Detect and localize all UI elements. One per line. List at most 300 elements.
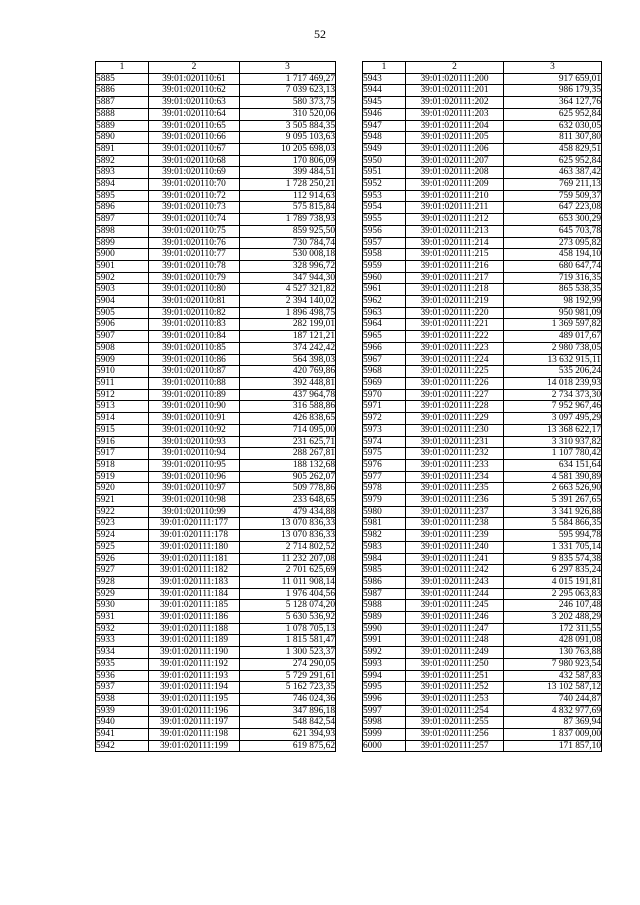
- cadastral-number: 39:01:020111:204: [406, 120, 504, 132]
- cadastral-number: 39:01:020111:177: [149, 518, 240, 530]
- table-row: [363, 717, 602, 729]
- cadastral-value: 645 703,78: [504, 225, 602, 237]
- row-number: 5981: [363, 518, 406, 530]
- cadastral-number: 39:01:020110:87: [149, 366, 240, 378]
- row-number: 5894: [96, 179, 149, 191]
- row-number: 5897: [96, 214, 149, 226]
- cadastral-value: 740 244,87: [504, 693, 602, 705]
- row-number: 5959: [363, 260, 406, 272]
- table-row: [363, 389, 602, 401]
- cadastral-value: 5 630 536,92: [240, 612, 336, 624]
- row-number: 5927: [96, 565, 149, 577]
- row-number: 5992: [363, 647, 406, 659]
- row-number: 5895: [96, 190, 149, 202]
- cadastral-number: 39:01:020111:244: [406, 588, 504, 600]
- cadastral-number: 39:01:020111:238: [406, 518, 504, 530]
- table-row: [96, 331, 336, 343]
- table-row: [363, 588, 602, 600]
- row-number: 5974: [363, 436, 406, 448]
- row-number: 5962: [363, 296, 406, 308]
- table-row: [363, 108, 602, 120]
- table-row: [96, 705, 336, 717]
- row-number: 5941: [96, 729, 149, 741]
- cadastral-value: 1 896 498,75: [240, 307, 336, 319]
- table-row: [363, 424, 602, 436]
- cadastral-value: 769 211,13: [504, 179, 602, 191]
- table-row: [363, 272, 602, 284]
- cadastral-value: 1 107 780,42: [504, 448, 602, 460]
- cadastral-value: 172 311,55: [504, 623, 602, 635]
- row-number: 5964: [363, 319, 406, 331]
- cadastral-value: 426 838,65: [240, 413, 336, 425]
- table-row: [363, 693, 602, 705]
- cadastral-value: 112 914,63: [240, 190, 336, 202]
- cadastral-value: 634 151,64: [504, 459, 602, 471]
- column-header-number: 1: [363, 62, 406, 74]
- cadastral-number: 39:01:020110:96: [149, 471, 240, 483]
- cadastral-number: 39:01:020110:93: [149, 436, 240, 448]
- table-row: [96, 413, 336, 425]
- row-number: 5961: [363, 284, 406, 296]
- row-number: 5943: [363, 73, 406, 85]
- row-number: 5922: [96, 506, 149, 518]
- cadastral-value: 98 192,99: [504, 296, 602, 308]
- cadastral-number: 39:01:020111:205: [406, 132, 504, 144]
- cadastral-value: 647 223,08: [504, 202, 602, 214]
- cadastral-number: 39:01:020111:230: [406, 424, 504, 436]
- table-row: [96, 354, 336, 366]
- row-number: 5954: [363, 202, 406, 214]
- cadastral-number: 39:01:020111:200: [406, 73, 504, 85]
- table-row: [96, 284, 336, 296]
- row-number: 5916: [96, 436, 149, 448]
- table-row: [363, 179, 602, 191]
- table-row: [96, 120, 336, 132]
- row-number: 5973: [363, 424, 406, 436]
- table-row: [363, 202, 602, 214]
- column-header-number: 1: [96, 62, 149, 74]
- table-row: [96, 670, 336, 682]
- cadastral-value: 535 206,24: [504, 366, 602, 378]
- row-number: 5938: [96, 693, 149, 705]
- cadastral-number: 39:01:020111:202: [406, 97, 504, 109]
- cadastral-value: 316 588,86: [240, 401, 336, 413]
- row-number: 5994: [363, 670, 406, 682]
- row-number: 5901: [96, 260, 149, 272]
- cadastral-number: 39:01:020111:250: [406, 658, 504, 670]
- cadastral-value: 9 095 103,63: [240, 132, 336, 144]
- cadastral-value: 288 267,81: [240, 448, 336, 460]
- cadastral-number: 39:01:020110:74: [149, 214, 240, 226]
- row-number: 5995: [363, 682, 406, 694]
- cadastral-value: 4 581 390,89: [504, 471, 602, 483]
- cadastral-value: 1 331 705,14: [504, 541, 602, 553]
- row-number: 5932: [96, 623, 149, 635]
- table-row: [96, 518, 336, 530]
- cadastral-value: 273 095,82: [504, 237, 602, 249]
- cadastral-number: 39:01:020111:203: [406, 108, 504, 120]
- table-row: [96, 717, 336, 729]
- table-row: [363, 167, 602, 179]
- cadastral-value: 188 132,68: [240, 459, 336, 471]
- table-row: [96, 424, 336, 436]
- cadastral-value: 364 127,76: [504, 97, 602, 109]
- cadastral-number: 39:01:020111:194: [149, 682, 240, 694]
- table-row: [363, 705, 602, 717]
- cadastral-value: 282 199,01: [240, 319, 336, 331]
- row-number: 5924: [96, 530, 149, 542]
- cadastral-value: 859 925,50: [240, 225, 336, 237]
- table-row: [363, 495, 602, 507]
- row-number: 5986: [363, 576, 406, 588]
- table-row: [96, 202, 336, 214]
- cadastral-value: 1 976 404,56: [240, 588, 336, 600]
- table-row: [96, 740, 336, 752]
- row-number: 5888: [96, 108, 149, 120]
- row-number: 5984: [363, 553, 406, 565]
- row-number: 5951: [363, 167, 406, 179]
- cadastral-value: 3 097 495,29: [504, 413, 602, 425]
- cadastral-number: 39:01:020111:245: [406, 600, 504, 612]
- table-row: [96, 693, 336, 705]
- row-number: 5920: [96, 483, 149, 495]
- cadastral-number: 39:01:020111:193: [149, 670, 240, 682]
- cadastral-value: 7 952 967,46: [504, 401, 602, 413]
- cadastral-number: 39:01:020110:66: [149, 132, 240, 144]
- cadastral-number: 39:01:020110:85: [149, 342, 240, 354]
- cadastral-value: 5 584 866,35: [504, 518, 602, 530]
- row-number: 5949: [363, 143, 406, 155]
- cadastral-value: 730 784,74: [240, 237, 336, 249]
- cadastral-number: 39:01:020110:64: [149, 108, 240, 120]
- table-row: [363, 401, 602, 413]
- cadastral-number: 39:01:020111:257: [406, 740, 504, 752]
- table-row: [96, 342, 336, 354]
- cadastral-number: 39:01:020111:182: [149, 565, 240, 577]
- row-number: 5968: [363, 366, 406, 378]
- cadastral-value: 5 729 291,61: [240, 670, 336, 682]
- row-number: 5983: [363, 541, 406, 553]
- cadastral-number: 39:01:020111:240: [406, 541, 504, 553]
- table-row: [96, 366, 336, 378]
- cadastral-value: 13 070 836,33: [240, 530, 336, 542]
- cadastral-number: 39:01:020111:208: [406, 167, 504, 179]
- cadastral-value: 347 944,30: [240, 272, 336, 284]
- row-number: 5898: [96, 225, 149, 237]
- row-number: 5925: [96, 541, 149, 553]
- cadastral-value: 399 484,51: [240, 167, 336, 179]
- cadastral-number: 39:01:020111:241: [406, 553, 504, 565]
- cadastral-value: 87 369,94: [504, 717, 602, 729]
- cadastral-number: 39:01:020111:235: [406, 483, 504, 495]
- cadastral-value: 746 024,36: [240, 693, 336, 705]
- cadastral-number: 39:01:020110:91: [149, 413, 240, 425]
- row-number: 5918: [96, 459, 149, 471]
- row-number: 5928: [96, 576, 149, 588]
- cadastral-value: 625 952,84: [504, 108, 602, 120]
- cadastral-number: 39:01:020111:215: [406, 249, 504, 261]
- cadastral-value: 11 011 908,14: [240, 576, 336, 588]
- cadastral-number: 39:01:020111:217: [406, 272, 504, 284]
- cadastral-number: 39:01:020111:253: [406, 693, 504, 705]
- row-number: 5939: [96, 705, 149, 717]
- cadastral-value: 1 728 250,21: [240, 179, 336, 191]
- cadastral-number: 39:01:020111:192: [149, 658, 240, 670]
- row-number: 5960: [363, 272, 406, 284]
- row-number: 5908: [96, 342, 149, 354]
- cadastral-value: 564 398,03: [240, 354, 336, 366]
- cadastral-value: 917 659,01: [504, 73, 602, 85]
- cadastral-number: 39:01:020110:86: [149, 354, 240, 366]
- row-number: 5946: [363, 108, 406, 120]
- table-row: [363, 565, 602, 577]
- table-row: [96, 729, 336, 741]
- cadastral-value: 2 663 526,90: [504, 483, 602, 495]
- cadastral-value: 5 391 267,65: [504, 495, 602, 507]
- cadastral-value: 3 202 488,29: [504, 612, 602, 624]
- cadastral-number: 39:01:020111:184: [149, 588, 240, 600]
- row-number: 5942: [96, 740, 149, 752]
- row-number: 5976: [363, 459, 406, 471]
- cadastral-value: 865 538,35: [504, 284, 602, 296]
- table-row: [96, 249, 336, 261]
- cadastral-value: 905 262,07: [240, 471, 336, 483]
- table-row: [96, 647, 336, 659]
- table-row: [96, 272, 336, 284]
- table-row: [363, 518, 602, 530]
- cadastral-number: 39:01:020111:211: [406, 202, 504, 214]
- cadastral-number: 39:01:020111:252: [406, 682, 504, 694]
- cadastral-number: 39:01:020111:222: [406, 331, 504, 343]
- cadastral-number: 39:01:020110:77: [149, 249, 240, 261]
- cadastral-value: 2 701 625,69: [240, 565, 336, 577]
- column-header-value: 3: [504, 62, 602, 74]
- cadastral-value: 489 017,67: [504, 331, 602, 343]
- cadastral-number: 39:01:020111:185: [149, 600, 240, 612]
- table-row: [96, 237, 336, 249]
- table-row: [96, 471, 336, 483]
- row-number: 5944: [363, 85, 406, 97]
- cadastral-value: 621 394,93: [240, 729, 336, 741]
- table-row: [96, 85, 336, 97]
- cadastral-number: 39:01:020111:242: [406, 565, 504, 577]
- row-number: 5891: [96, 143, 149, 155]
- table-row: [363, 647, 602, 659]
- table-row: [363, 85, 602, 97]
- cadastral-value: 1 789 738,93: [240, 214, 336, 226]
- cadastral-number: 39:01:020111:219: [406, 296, 504, 308]
- table-row: [363, 541, 602, 553]
- cadastral-value: 9 835 574,38: [504, 553, 602, 565]
- cadastral-value: 1 717 469,27: [240, 73, 336, 85]
- cadastral-value: 986 179,35: [504, 85, 602, 97]
- cadastral-value: 13 102 587,12: [504, 682, 602, 694]
- table-row: [96, 459, 336, 471]
- table-row: [363, 331, 602, 343]
- table-row: [363, 413, 602, 425]
- cadastral-value: 2 980 738,05: [504, 342, 602, 354]
- cadastral-value: 233 648,65: [240, 495, 336, 507]
- row-number: 5919: [96, 471, 149, 483]
- cadastral-number: 39:01:020111:243: [406, 576, 504, 588]
- cadastral-value: 420 769,86: [240, 366, 336, 378]
- cadastral-number: 39:01:020110:98: [149, 495, 240, 507]
- table-row: [96, 448, 336, 460]
- cadastral-number: 39:01:020111:180: [149, 541, 240, 553]
- cadastral-number: 39:01:020111:220: [406, 307, 504, 319]
- cadastral-number: 39:01:020111:234: [406, 471, 504, 483]
- cadastral-number: 39:01:020110:62: [149, 85, 240, 97]
- cadastral-number: 39:01:020110:81: [149, 296, 240, 308]
- cadastral-value: 950 981,09: [504, 307, 602, 319]
- table-row: [96, 214, 336, 226]
- row-number: 5948: [363, 132, 406, 144]
- cadastral-value: 2 394 140,02: [240, 296, 336, 308]
- table-row: [363, 682, 602, 694]
- table-row: [363, 214, 602, 226]
- row-number: 5955: [363, 214, 406, 226]
- row-number: 5905: [96, 307, 149, 319]
- row-number: 5975: [363, 448, 406, 460]
- cadastral-number: 39:01:020110:89: [149, 389, 240, 401]
- cadastral-number: 39:01:020111:246: [406, 612, 504, 624]
- row-number: 5886: [96, 85, 149, 97]
- table-row: [96, 319, 336, 331]
- table-row: [363, 483, 602, 495]
- row-number: 5923: [96, 518, 149, 530]
- cadastral-value: 3 505 884,35: [240, 120, 336, 132]
- cadastral-value: 548 842,54: [240, 717, 336, 729]
- row-number: 5978: [363, 483, 406, 495]
- cadastral-number: 39:01:020110:88: [149, 377, 240, 389]
- table-row: [96, 167, 336, 179]
- cadastral-number: 39:01:020110:94: [149, 448, 240, 460]
- registry-table-left: [95, 61, 336, 752]
- cadastral-value: 1 837 009,00: [504, 729, 602, 741]
- cadastral-value: 4 832 977,69: [504, 705, 602, 717]
- table-row: [96, 225, 336, 237]
- cadastral-number: 39:01:020110:76: [149, 237, 240, 249]
- cadastral-number: 39:01:020111:189: [149, 635, 240, 647]
- cadastral-number: 39:01:020110:80: [149, 284, 240, 296]
- row-number: 5915: [96, 424, 149, 436]
- table-row: [363, 471, 602, 483]
- table-row: [96, 495, 336, 507]
- row-number: 5911: [96, 377, 149, 389]
- row-number: 5998: [363, 717, 406, 729]
- table-row: [96, 436, 336, 448]
- cadastral-number: 39:01:020111:231: [406, 436, 504, 448]
- page-number: 52: [314, 27, 326, 41]
- cadastral-value: 759 509,37: [504, 190, 602, 202]
- row-number: 5903: [96, 284, 149, 296]
- row-number: 5945: [363, 97, 406, 109]
- table-row: [363, 600, 602, 612]
- table-row: [363, 623, 602, 635]
- cadastral-value: 11 232 207,08: [240, 553, 336, 565]
- table-row: [96, 682, 336, 694]
- cadastral-number: 39:01:020111:181: [149, 553, 240, 565]
- cadastral-value: 580 373,75: [240, 97, 336, 109]
- table-row: [363, 284, 602, 296]
- table-row: [363, 553, 602, 565]
- cadastral-number: 39:01:020110:75: [149, 225, 240, 237]
- row-number: 5909: [96, 354, 149, 366]
- cadastral-number: 39:01:020111:227: [406, 389, 504, 401]
- row-number: 5934: [96, 647, 149, 659]
- cadastral-number: 39:01:020111:178: [149, 530, 240, 542]
- table-row: [363, 237, 602, 249]
- row-number: 5947: [363, 120, 406, 132]
- row-number: 5971: [363, 401, 406, 413]
- row-number: 5972: [363, 413, 406, 425]
- row-number: 5953: [363, 190, 406, 202]
- cadastral-number: 39:01:020110:70: [149, 179, 240, 191]
- table-row: [96, 132, 336, 144]
- cadastral-value: 130 763,88: [504, 647, 602, 659]
- row-number: 5913: [96, 401, 149, 413]
- cadastral-value: 310 520,06: [240, 108, 336, 120]
- cadastral-number: 39:01:020111:209: [406, 179, 504, 191]
- cadastral-value: 5 162 723,35: [240, 682, 336, 694]
- cadastral-number: 39:01:020111:214: [406, 237, 504, 249]
- table-row: [96, 401, 336, 413]
- cadastral-number: 39:01:020110:68: [149, 155, 240, 167]
- row-number: 5967: [363, 354, 406, 366]
- cadastral-number: 39:01:020110:73: [149, 202, 240, 214]
- cadastral-number: 39:01:020111:199: [149, 740, 240, 752]
- cadastral-value: 7 980 923,54: [504, 658, 602, 670]
- table-row: [96, 623, 336, 635]
- table-row: [363, 342, 602, 354]
- cadastral-value: 3 341 926,88: [504, 506, 602, 518]
- cadastral-number: 39:01:020111:247: [406, 623, 504, 635]
- table-row: [96, 635, 336, 647]
- cadastral-value: 1 815 581,47: [240, 635, 336, 647]
- table-row: [96, 73, 336, 85]
- row-number: 5952: [363, 179, 406, 191]
- cadastral-value: 463 387,42: [504, 167, 602, 179]
- column-header-cadastral: 2: [406, 62, 504, 74]
- row-number: 5957: [363, 237, 406, 249]
- cadastral-value: 3 310 937,82: [504, 436, 602, 448]
- table-header-row: [363, 62, 602, 74]
- cadastral-value: 595 994,78: [504, 530, 602, 542]
- table-row: [96, 506, 336, 518]
- table-row: [96, 565, 336, 577]
- cadastral-value: 246 107,48: [504, 600, 602, 612]
- row-number: 5914: [96, 413, 149, 425]
- cadastral-number: 39:01:020111:236: [406, 495, 504, 507]
- cadastral-number: 39:01:020111:190: [149, 647, 240, 659]
- table-row: [96, 658, 336, 670]
- table-row: [363, 143, 602, 155]
- table-row: [96, 553, 336, 565]
- row-number: 5940: [96, 717, 149, 729]
- cadastral-number: 39:01:020110:63: [149, 97, 240, 109]
- cadastral-number: 39:01:020110:78: [149, 260, 240, 272]
- cadastral-value: 2 734 373,30: [504, 389, 602, 401]
- cadastral-number: 39:01:020111:233: [406, 459, 504, 471]
- table-row: [96, 97, 336, 109]
- table-row: [363, 132, 602, 144]
- cadastral-number: 39:01:020111:226: [406, 377, 504, 389]
- cadastral-value: 719 316,35: [504, 272, 602, 284]
- table-row: [363, 448, 602, 460]
- cadastral-value: 1 078 705,13: [240, 623, 336, 635]
- cadastral-number: 39:01:020111:232: [406, 448, 504, 460]
- row-number: 5902: [96, 272, 149, 284]
